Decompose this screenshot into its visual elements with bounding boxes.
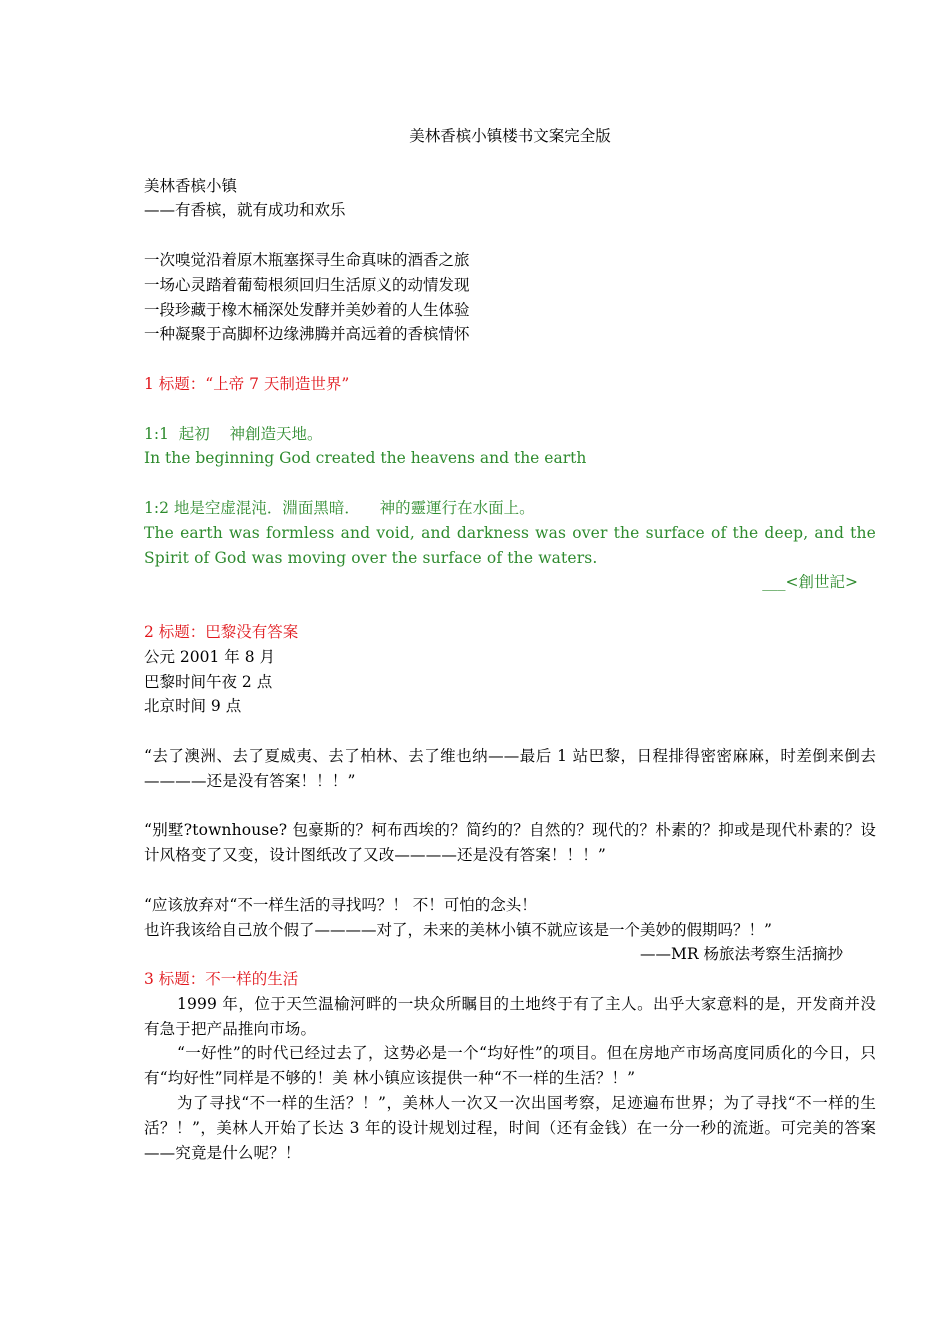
- spacer: [144, 471, 876, 496]
- verse2-chinese: 1:2 地是空虚混沌．淵面黑暗． 神的靈運行在水面上。: [144, 498, 535, 517]
- verse1-english: In the beginning God created the heavens and the earth: [144, 449, 587, 468]
- spacer: [144, 595, 876, 620]
- poem-line: 一种凝聚于高脚杯边缘沸腾并高远着的香槟情怀: [144, 325, 470, 344]
- spacer: [144, 719, 876, 744]
- section2-heading: 2 标题：巴黎没有答案: [144, 622, 299, 641]
- body-paragraph: 1999 年，位于天竺温榆河畔的一块众所瞩目的土地终于有了主人。出乎大家意料的是，开发商并没有急于把产品推向市场。: [144, 994, 876, 1038]
- verse1-chinese: 1:1 起初 神創造天地。: [144, 424, 323, 443]
- quote-paragraph: “别墅?townhouse? 包豪斯的？柯布西埃的？简约的？自然的？现代的？朴素的？抑或是现代朴素的？设计风格变了又变，设计图纸改了又改————还是没有答案！！！”: [144, 821, 876, 865]
- quote-paragraph: “去了澳洲、去了夏威夷、去了柏林、去了维也纳——最后 1 站巴黎，日程排得密密麻麻，时差倒来倒去————还是没有答案！！！”: [144, 746, 876, 790]
- quote-line: “应该放弃对“不一样生活的寻找吗？！ 不！可怕的念头！: [144, 895, 537, 914]
- document-title: 美林香槟小镇楼书文案完全版: [409, 127, 611, 145]
- poem-line: 一次嗅觉沿着原木瓶塞探寻生命真味的酒香之旅: [144, 250, 470, 269]
- body-paragraph: 为了寻找“不一样的生活？！”，美林人一次又一次出国考察，足迹遍布世界；为了寻找“不一样的生活？！”，美林人开始了长达 3 年的设计规划过程，时间（还有金钱）在一分一秒的流逝。可完美的答案——究竟是什么呢？！: [144, 1094, 876, 1162]
- project-name: 美林香槟小镇: [144, 176, 238, 195]
- verse2-english: The earth was formless and void, and darkness was over the surface of the deep, and the Spirit of God was moving over the surface of the waters.: [144, 523, 876, 567]
- spacer: [144, 149, 876, 174]
- spacer: [144, 794, 876, 819]
- scripture-source: ___<創世記>: [762, 573, 858, 592]
- timeline-line: 公元 2001 年 8 月: [144, 647, 276, 666]
- quote-line: 也许我该给自己放个假了————对了，未来的美林小镇不就应该是一个美妙的假期吗？！”: [144, 920, 772, 939]
- poem-line: 一场心灵踏着葡萄根须回归生活原义的动情发现: [144, 275, 470, 294]
- body-paragraph: “一好性”的时代已经过去了，这势必是一个“均好性”的项目。但在房地产市场高度同质化的今日，只有“均好性”同样是不够的！美 林小镇应该提供一种“不一样的生活？！”: [144, 1044, 876, 1088]
- spacer: [144, 347, 876, 372]
- spacer: [144, 397, 876, 422]
- poem-line: 一段珍藏于橡木桶深处发酵并美妙着的人生体验: [144, 300, 470, 319]
- quote-signature: ——MR 杨旅法考察生活摘抄: [640, 945, 843, 964]
- timeline-line: 北京时间 9 点: [144, 697, 242, 716]
- timeline-line: 巴黎时间午夜 2 点: [144, 672, 273, 691]
- spacer: [144, 868, 876, 893]
- spacer: [144, 223, 876, 248]
- document-page: [144, 124, 876, 1165]
- section1-heading: 1 标题：“上帝 7 天制造世界”: [144, 374, 350, 393]
- project-slogan: ——有香槟，就有成功和欢乐: [144, 201, 346, 220]
- section3-heading: 3 标题：不一样的生活: [144, 970, 299, 989]
